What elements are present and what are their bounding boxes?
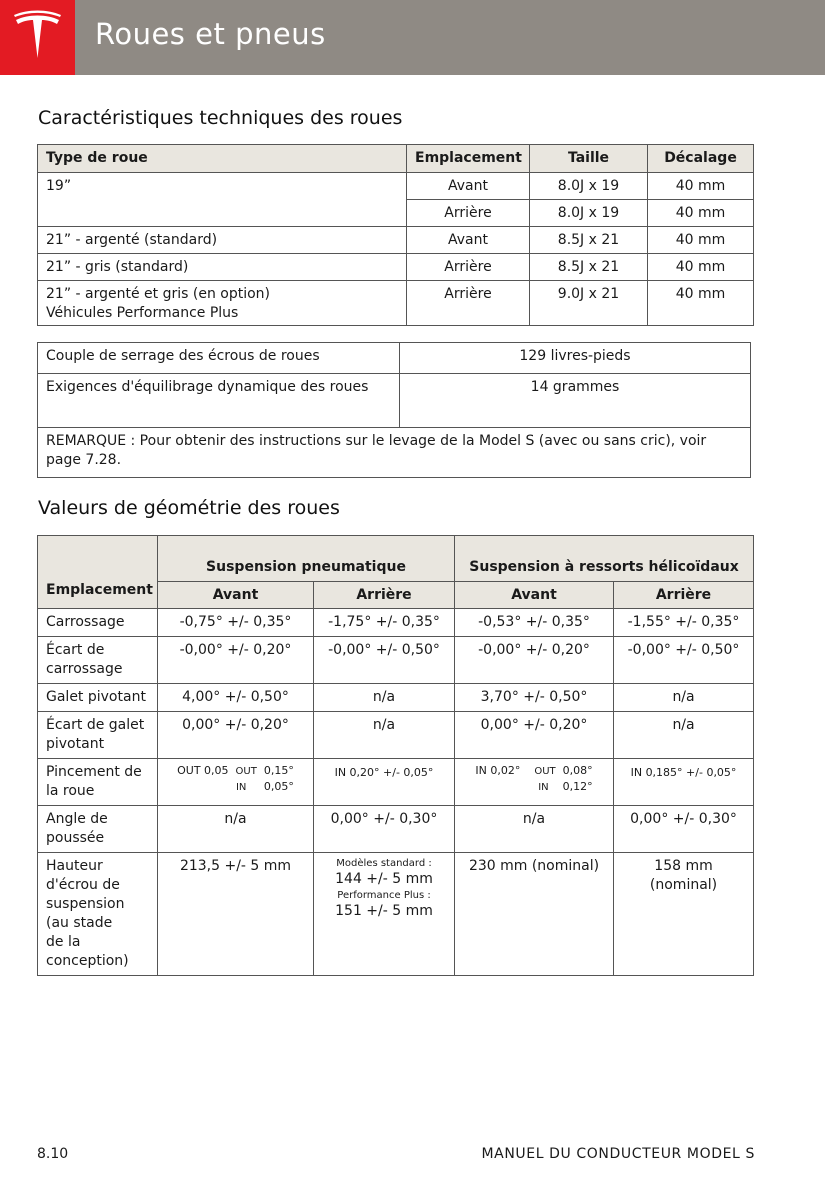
row-label (38, 853, 158, 976)
column-header: Type de roue (38, 145, 407, 173)
table-cell: 8.0J x 19 (530, 173, 648, 200)
table-cell: n/a (314, 684, 455, 712)
toe-in-label: IN (235, 782, 247, 793)
row-label: Galet pivotant (38, 684, 158, 712)
column-group-header: Suspension à ressorts hélicoïdaux (455, 536, 754, 582)
table-cell: IN 0,185° +/- 0,05° (614, 759, 754, 806)
table-cell: 40 mm (648, 200, 754, 227)
column-header: Décalage (648, 145, 754, 173)
table-cell: -0,00° +/- 0,20° (455, 637, 614, 684)
balance-label: Exigences d'équilibrage dynamique des roues (38, 374, 400, 428)
label-line: d'écrou de (46, 877, 120, 893)
table-row (38, 806, 754, 853)
table-cell: -0,75° +/- 0,35° (158, 609, 314, 637)
table-cell (314, 853, 455, 976)
label-line: suspension (46, 896, 125, 912)
table-cell: 0,00° +/- 0,20° (158, 712, 314, 759)
table-cell: -1,75° +/- 0,35° (314, 609, 455, 637)
table-cell: Arrière (407, 254, 530, 281)
table-cell: -0,00° +/- 0,20° (158, 637, 314, 684)
table-row (38, 173, 754, 200)
table-row (38, 759, 754, 806)
cell-line: 21” - argenté et gris (en option) (46, 286, 270, 302)
toe-in-label: IN (538, 782, 549, 793)
toe-value: OUT 0,05 (177, 764, 229, 777)
toe-value: IN 0,02° (475, 764, 521, 777)
torque-label: Couple de serrage des écrous de roues (38, 343, 400, 374)
label-line: la roue (46, 783, 95, 799)
table-row (38, 374, 751, 428)
cell-value: 144 +/- 5 mm (335, 871, 433, 887)
tesla-logo-icon (0, 0, 75, 75)
toe-out-label: OUT (534, 766, 556, 777)
table-cell (455, 759, 614, 806)
label-line: Écart de (46, 642, 105, 658)
table-cell: 213,5 +/- 5 mm (158, 853, 314, 976)
table-cell: Avant (407, 173, 530, 200)
table-cell: 4,00° +/- 0,50° (158, 684, 314, 712)
cell-value: 151 +/- 5 mm (335, 903, 433, 919)
page-title: Roues et pneus (95, 17, 326, 51)
table-row (38, 281, 754, 326)
table-cell (38, 281, 407, 326)
table-cell: 40 mm (648, 254, 754, 281)
cell-line: Véhicules Performance Plus (46, 305, 239, 321)
table-cell: n/a (614, 684, 754, 712)
column-header: Taille (530, 145, 648, 173)
table-cell: 19” (38, 173, 407, 227)
table-cell (614, 853, 754, 976)
table-row (38, 254, 754, 281)
section-heading-geometry: Valeurs de géométrie des roues (38, 497, 340, 519)
table-cell: Arrière (407, 200, 530, 227)
column-header: Avant (455, 582, 614, 609)
label-line: Écart de galet (46, 717, 145, 733)
column-header: Emplacement (38, 536, 158, 609)
label-line: carrossage (46, 661, 123, 677)
page-header (0, 0, 825, 75)
label-line: Pincement de (46, 764, 142, 780)
toe-value: 0,05° (263, 780, 294, 793)
torque-balance-table (37, 342, 751, 478)
toe-out-label: OUT (235, 766, 257, 777)
label-line: poussée (46, 830, 105, 846)
toe-value: 0,08° (562, 764, 593, 777)
table-cell: 8.5J x 21 (530, 254, 648, 281)
table-cell: 3,70° +/- 0,50° (455, 684, 614, 712)
column-header: Arrière (314, 582, 455, 609)
sub-label: Performance Plus : (337, 890, 431, 901)
column-header: Emplacement (407, 145, 530, 173)
table-row (38, 227, 754, 254)
label-line: (au stade (46, 915, 113, 931)
toe-value: 0,15° (263, 764, 294, 777)
row-label (38, 806, 158, 853)
table-cell: 8.0J x 19 (530, 200, 648, 227)
table-row (38, 684, 754, 712)
geometry-table (37, 535, 754, 976)
toe-values (177, 763, 294, 795)
table-cell: n/a (158, 806, 314, 853)
table-row (38, 343, 751, 374)
row-label: Carrossage (38, 609, 158, 637)
table-cell: 21” - gris (standard) (38, 254, 407, 281)
table-cell: 21” - argenté (standard) (38, 227, 407, 254)
table-cell: -0,00° +/- 0,50° (614, 637, 754, 684)
label-line: Angle de (46, 811, 108, 827)
note: REMARQUE : Pour obtenir des instructions sur le levage de la Model S (avec ou sans cric), voir page 7.28. (38, 428, 751, 478)
label-line: conception) (46, 953, 129, 969)
cell-value: (nominal) (649, 877, 718, 893)
column-group-header: Suspension pneumatique (158, 536, 455, 582)
table-row (38, 637, 754, 684)
table-cell: -0,53° +/- 0,35° (455, 609, 614, 637)
table-cell (158, 759, 314, 806)
table-header-row (38, 536, 754, 582)
label-line: pivotant (46, 736, 105, 752)
table-cell: Arrière (407, 281, 530, 326)
column-header: Arrière (614, 582, 754, 609)
section-heading-wheel-specs: Caractéristiques techniques des roues (38, 107, 403, 129)
table-row (38, 609, 754, 637)
table-cell: n/a (314, 712, 455, 759)
row-label (38, 637, 158, 684)
table-cell: 8.5J x 21 (530, 227, 648, 254)
column-header: Avant (158, 582, 314, 609)
wheel-specs-table (37, 144, 754, 326)
table-cell: 40 mm (648, 227, 754, 254)
table-cell: Avant (407, 227, 530, 254)
table-cell: IN 0,20° +/- 0,05° (314, 759, 455, 806)
row-label (38, 712, 158, 759)
table-cell: 0,00° +/- 0,20° (455, 712, 614, 759)
table-cell: 9.0J x 21 (530, 281, 648, 326)
table-cell: 40 mm (648, 173, 754, 200)
label-line: Hauteur (46, 858, 103, 874)
table-cell: -0,00° +/- 0,50° (314, 637, 455, 684)
table-row (38, 428, 751, 478)
sub-label: Modèles standard : (336, 858, 432, 869)
row-label (38, 759, 158, 806)
table-cell: 40 mm (648, 281, 754, 326)
torque-value: 129 livres-pieds (400, 343, 751, 374)
label-line: de la (46, 934, 81, 950)
page-number: 8.10 (37, 1146, 69, 1162)
cell-value: 158 mm (654, 858, 713, 874)
balance-value: 14 grammes (400, 374, 751, 428)
manual-title: MANUEL DU CONDUCTEUR MODEL S (481, 1146, 755, 1162)
table-cell: n/a (455, 806, 614, 853)
table-row (38, 853, 754, 976)
table-cell: 0,00° +/- 0,30° (314, 806, 455, 853)
table-cell: -1,55° +/- 0,35° (614, 609, 754, 637)
table-header-row (38, 145, 754, 173)
toe-value: 0,12° (562, 780, 593, 793)
table-cell: 0,00° +/- 0,30° (614, 806, 754, 853)
table-row (38, 712, 754, 759)
table-cell: 230 mm (nominal) (455, 853, 614, 976)
table-cell: n/a (614, 712, 754, 759)
toe-values (475, 763, 592, 795)
tesla-logo (0, 0, 75, 75)
